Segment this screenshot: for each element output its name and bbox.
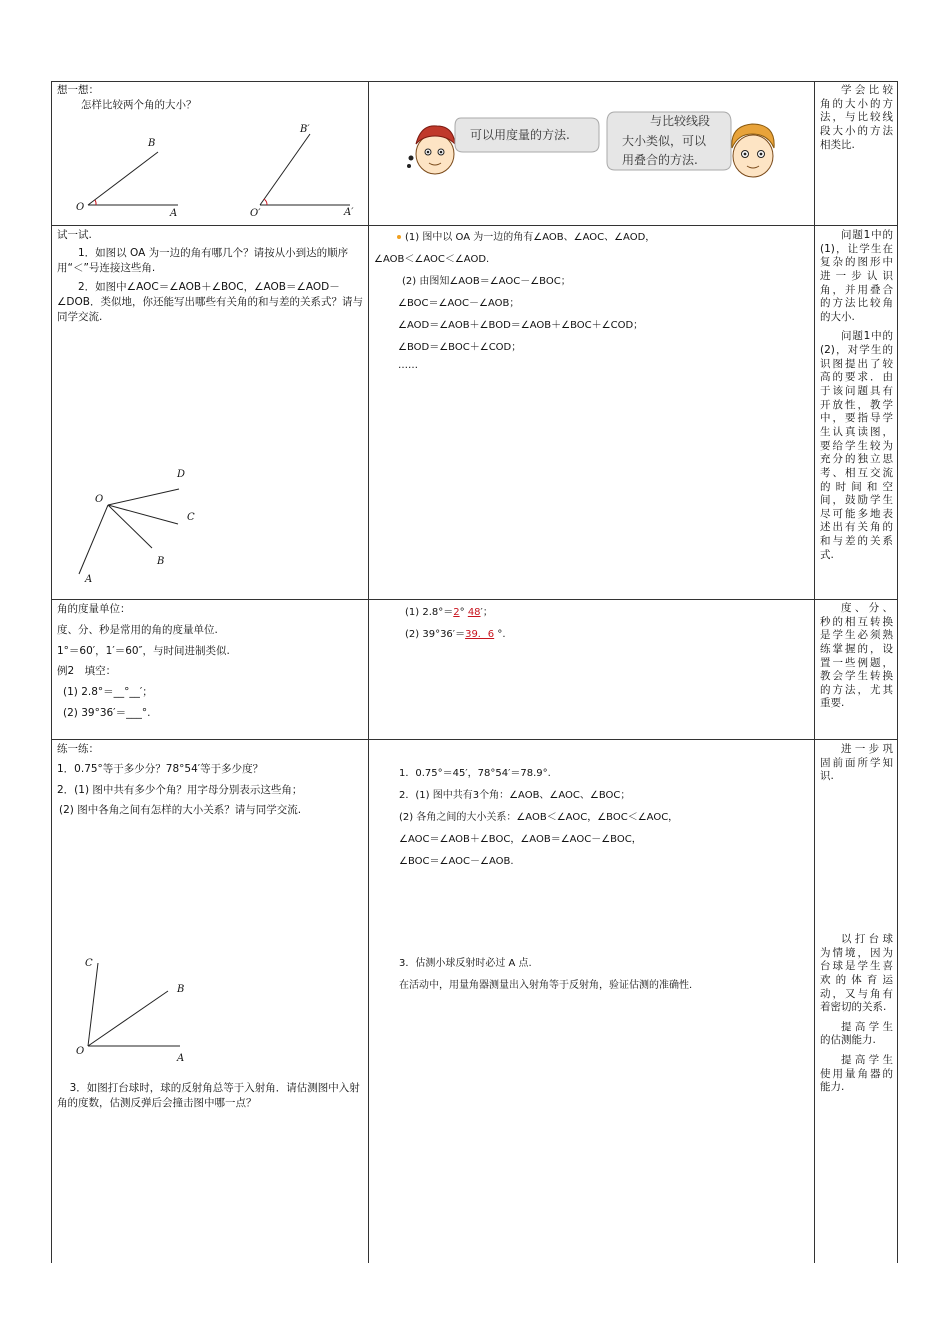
try-question-1: 1．如图以 OA 为一边的角有哪几个？请按从小到达的顺序用“＜”号连接这些角. <box>57 247 349 275</box>
bubble-2-line2: 大小类似，可以 <box>622 134 707 148</box>
answer2-line3: (2) 由图知∠AOB＝∠AOC－∠BOC； <box>402 276 571 287</box>
practice-title: 练一练： <box>57 743 99 755</box>
answer2-line7: …… <box>398 360 418 371</box>
label-a: A <box>170 208 178 219</box>
answer1-suffix: ′； <box>480 607 493 618</box>
answer2-value: 39．6 <box>465 629 495 640</box>
try-title: 试一试. <box>57 229 92 241</box>
row3-left-cell <box>57 602 365 722</box>
row4-note <box>820 743 893 790</box>
practice-question-3-cell <box>57 1081 365 1111</box>
practice-answer-3: 3．估测小球反射时必过 A 点. <box>399 958 532 969</box>
answer2-prefix: (2) 39°36′＝ <box>405 629 466 640</box>
label-o: O <box>76 202 85 213</box>
label-o-prime: O′ <box>250 208 261 219</box>
row4-left-cell <box>57 742 365 819</box>
practice-answer-2c: ∠AOC＝∠AOB＋∠BOC，∠AOB＝∠AOC－∠BOC， <box>399 834 642 845</box>
think-question: 怎样比较两个角的大小？ <box>81 99 197 112</box>
angle-figure-aob-boc <box>72 953 197 1065</box>
label-b: B <box>148 138 156 149</box>
row1-note <box>820 84 893 158</box>
answer1-degrees: 2 <box>453 607 460 618</box>
bullet-dot <box>397 235 401 239</box>
example2-part2: (2) 39°36′＝___°. <box>63 706 151 719</box>
think-title: 想一想： <box>57 84 99 96</box>
practice-question-2a: 2．(1) 图中共有多少个角？用字母分别表示这些角； <box>57 783 303 796</box>
answer2-line5: ∠AOD＝∠AOB＋∠BOD＝∠AOB＋∠BOC＋∠COD； <box>398 320 644 331</box>
note-problem1-part2: 问题1中的(2)，对学生的识图提出了较高的要求．由于该问题具有开放性，教学中，要指导学生认真读图，要给学生较为充分的独立思考、相互交流的时间和空间，鼓励学生尽可能多地表述出有关角的和与差的关系式. <box>820 330 893 561</box>
answer2-line2: ∠AOB＜∠AOC＜∠AOD. <box>374 254 490 265</box>
practice-answer-1: 1．0.75°＝45′，78°54′＝78.9°. <box>399 768 551 779</box>
row-divider-2 <box>51 599 898 600</box>
table-border-right <box>897 81 898 1263</box>
practice-answer-2a: 2．(1) 图中共有3个角：∠AOB、∠AOC、∠BOC； <box>399 790 631 801</box>
note-consolidate: 进一步巩固前面所学知识. <box>820 743 893 783</box>
example2-part1: (1) 2.8°＝__°__′； <box>63 686 153 698</box>
example2-answer1 <box>405 603 493 618</box>
column-divider-2 <box>814 81 815 1263</box>
practice-question-2b: (2) 图中各角之间有怎样的大小关系？请与同学交流. <box>59 804 302 817</box>
angle-figure-abcd <box>75 462 205 587</box>
unit-title: 角的度量单位： <box>57 603 131 615</box>
example2-answer2 <box>405 625 506 640</box>
row2-left-cell <box>57 228 365 325</box>
label-a: A <box>177 1053 185 1064</box>
note-degree-conversion: 度、分、秒的相互转换是学生必须熟练掌握的，设置一些例题，教会学生转换的方法，尤其重要. <box>820 602 893 710</box>
bubble-2-line1: 与比较线段 <box>650 114 711 128</box>
practice-answer-2b: (2) 各角之间的大小关系：∠AOB＜∠AOC，∠BOC＜∠AOC， <box>399 812 679 823</box>
note-compare-angles: 学会比较角的大小的方法，与比较线段大小的方法相类比. <box>820 84 893 151</box>
note-billiards: 以打台球为情境，因为台球是学生喜欢的体育运动，又与角有着密切的关系. <box>820 933 893 1014</box>
practice-answer-3-activity: 在活动中，用量角器测量出入射角等于反射角，验证估测的准确性. <box>399 980 693 991</box>
table-border-left <box>51 81 52 1263</box>
label-d: D <box>177 469 186 480</box>
unit-line2: 1°＝60′，1′＝60″，与时间进制类似. <box>57 644 230 657</box>
cartoon-student-right <box>722 118 784 182</box>
unit-line1: 度、分、秒是常用的角的度量单位. <box>57 623 218 636</box>
row2-note <box>820 229 893 568</box>
label-a: A <box>85 574 93 585</box>
answer2-suffix: °. <box>497 629 506 640</box>
row4-note-lower <box>820 933 893 1101</box>
label-c: C <box>85 958 93 969</box>
row-divider-3 <box>51 739 898 740</box>
answer1-degree-sign: ° <box>459 607 465 618</box>
answer1-minutes: 48 <box>467 607 481 618</box>
try-question-2: 2．如图中∠AOC＝∠AOB＋∠BOC，∠AOB＝∠AOD－∠DOB．类似地，你还能写出哪些有关角的和与差的关系式？请与同学交流. <box>57 280 363 324</box>
bubble-2-line3: 用叠合的方法. <box>622 153 698 167</box>
label-c: C <box>187 512 195 523</box>
note-estimation: 提高学生的估测能力. <box>820 1020 893 1047</box>
label-b: B <box>177 984 185 995</box>
column-divider-1 <box>368 81 369 1263</box>
note-problem1-part1: 问题1中的(1)，让学生在复杂的图形中进一步认识角，并用叠合的方法比较角的大小. <box>820 229 893 323</box>
label-o: O <box>76 1046 85 1057</box>
angle-figure-a-prime-o-prime-b-prime <box>240 120 365 220</box>
practice-question-3: 3．如图打台球时，球的反射角总等于入射角．请估测图中入射角的度数，估测反弹后会撞击图中哪一点？ <box>57 1082 360 1110</box>
label-a-prime: A′ <box>344 207 354 218</box>
answer1-prefix: (1) 2.8°＝ <box>405 607 454 618</box>
answer2-line6: ∠BOD＝∠BOC＋∠COD； <box>398 342 522 353</box>
label-b: B <box>157 556 165 567</box>
table-border-top <box>51 81 898 82</box>
answer2-line4: ∠BOC＝∠AOC－∠AOB； <box>398 298 520 309</box>
note-protractor: 提高学生使用量角器的能力. <box>820 1054 893 1094</box>
label-o: O <box>95 494 104 505</box>
row3-note <box>820 602 893 717</box>
label-b-prime: B′ <box>300 124 310 135</box>
row1-left-cell <box>57 83 362 113</box>
bubble-1-text: 可以用度量的方法. <box>470 128 570 142</box>
row-divider-1 <box>51 225 898 226</box>
practice-answer-2d: ∠BOC＝∠AOC－∠AOB. <box>399 856 514 867</box>
answer2-line1: (1) 图中以 OA 为一边的角有∠AOB、∠AOC、∠AOD， <box>405 232 656 243</box>
practice-question-1: 1．0.75°等于多少分？78°54′等于多少度？ <box>57 762 264 775</box>
angle-figure-aob <box>70 130 190 220</box>
example2-title: 例2 填空： <box>57 665 117 678</box>
